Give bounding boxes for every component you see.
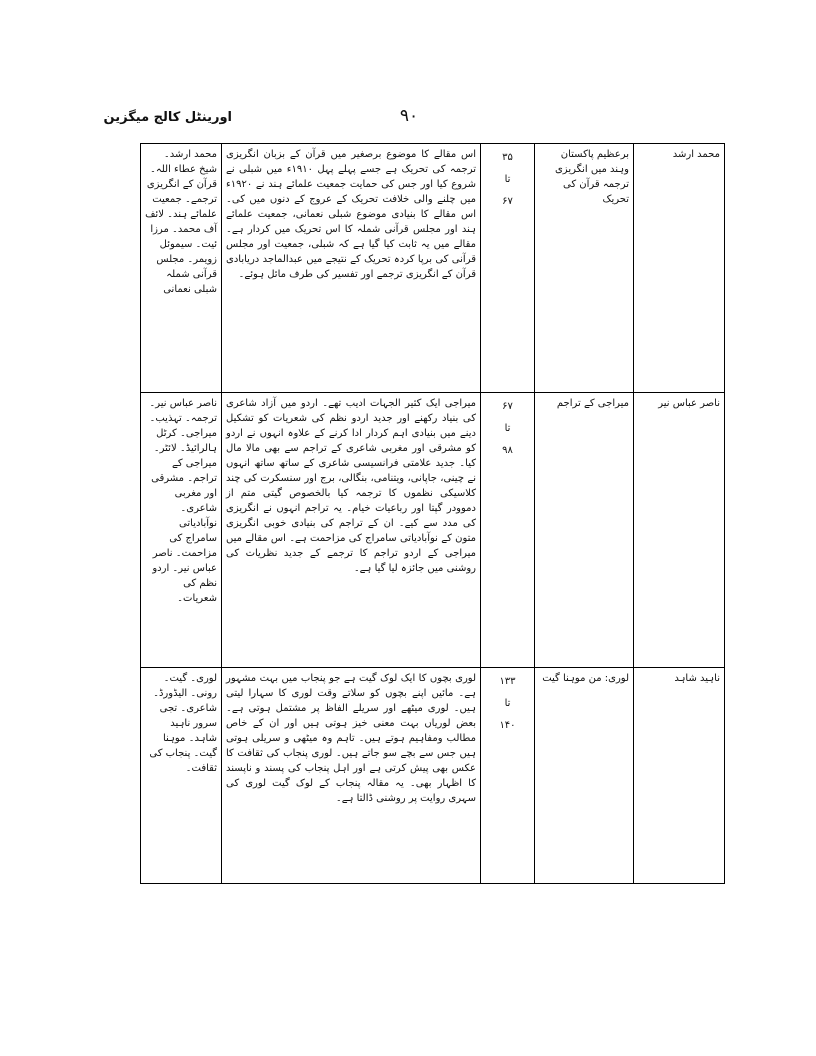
title-cell: برعظیم پاکستان وہند میں انگریزی ترجمہ قرآن کی تحریک xyxy=(535,144,634,393)
title-cell: میراجی کے تراجم xyxy=(535,393,634,668)
keywords-cell: محمد ارشد۔ شیخ عطاء اللہ۔ قرآن کے انگریزی ترجمے۔ جمعیت علمائے ہند۔ لائف آف محمد۔ مرزا ئیت۔ سیموئل زویمر۔ مجلس قرآنی شملہ شبلی نعمانی xyxy=(141,144,222,393)
keywords-cell: لوری۔ گیت۔ رونی۔ الیڈورڈ۔ شاعری۔ تجی سرور ناہید شاہد۔ موہنا گیت۔ پنجاب کی ثقافت۔ xyxy=(141,668,222,884)
abstract-cell: اس مقالے کا موضوع برصغیر میں قرآن کے بزبان انگریزی ترجمہ کی تحریک ہے جسے پہلے پہل ۱۹۱۰ء میں شبلی نے شروع کیا اور جس کی حمایت جمعیت علمائے ہند نے ۱۹۲۰ء میں چلنے والی خلافت تحریک کے عروج کے دنوں میں کی۔ اس مقالے کا بنیادی موضوع شبلی نعمانی، جمعیت علمائے ہند اور مجلس قرآنی شملہ کا اس تحریک میں کردار ہے۔ مقالے میں یہ ثابت کیا گیا ہے کہ شبلی، جمعیت اور مجلس قرآنی کی برپا کردہ تحریک کے نتیجے میں عبدالماجد دریابادی قرآن کے انگریزی ترجمے اور تفسیر کی طرف مائل ہوئے۔ xyxy=(222,144,481,393)
abstract-cell: لوری بچوں کا ایک لوک گیت ہے جو پنجاب میں بہت مشہور ہے۔ مائیں اپنے بچوں کو سلاتے وقت لوری کا سہارا لیتی ہیں۔ لوری میٹھے اور سریلے الفاظ پر مشتمل ہوتی ہے۔ بعض لوریاں بہت معنی خیز ہوتی ہیں اور ان کے خاص مطالب ومفاہیم ہوتے ہیں۔ تاہم وہ میٹھی و سریلی ہوتی ہیں جس سے بچے سو جاتے ہیں۔ لوری پنجاب کی ثقافت کا عکس بھی پیش کرتی ہے اور اہل پنجاب کی پسند و ناپسند کا اظہار بھی۔ یہ مقالہ پنجاب کے لوک گیت لوری کی سہری روایت پر روشنی ڈالتا ہے۔ xyxy=(222,668,481,884)
journal-title: اورینٹل کالج میگزین xyxy=(103,110,232,125)
page-from: ۶۷ xyxy=(502,401,513,412)
page-from: ۱۳۳ xyxy=(499,676,516,687)
title-cell: لوری: من موہنا گیت xyxy=(535,668,634,884)
keywords-cell: ناصر عباس نیر۔ ترجمہ۔ تہذیب۔ میراجی۔ کرٹل ہالرائیڈ۔ لائٹر۔ میراجی کے تراجم۔ مشرقی اور مغربی شاعری۔ نوآبادیاتی سامراج کی مزاحمت۔ ناصر عباس نیر۔ اردو نظم کی شعریات۔ xyxy=(141,393,222,668)
page-to: ۱۴۰ xyxy=(499,720,516,731)
articles-table xyxy=(140,143,725,884)
page-from: ۳۵ xyxy=(502,152,513,163)
table-row xyxy=(141,668,725,884)
table-row xyxy=(141,144,725,393)
table-row xyxy=(141,393,725,668)
pages-cell xyxy=(481,144,535,393)
abstract-cell: میراجی ایک کثیر الجہات ادیب تھے۔ اردو میں آزاد شاعری کی بنیاد رکھنے اور جدید اردو نظم کی شعریات کو تشکیل دینے میں بنیادی اہم کردار ادا کرنے کے علاوہ انہوں نے اردو کو مشرقی اور مغربی شاعری کے تراجم سے بھی مالا مال کیا۔ جدید علامتی فرانسیسی شاعری کے ساتھ ساتھ انہوں نے چینی، جاپانی، ویتنامی، بنگالی، برج اور سنسکرت کی چند کلاسیکی نظموں کا ترجمہ کیا بالخصوص گیتی متم از دموودر گپتا اور رباعیات خیام۔ یہ تراجم انہوں نے انگریزی کی مدد سے کیے۔ ان کے تراجم کی بنیادی خوبی انگریزی متون کے نوآبادیاتی سامراج کی مزاحمت ہے۔ اس مقالے میں میراجی کے اردو تراجم کا ترجمے کے جدید نظریات کی روشنی میں جائزہ لیا گیا ہے۔ xyxy=(222,393,481,668)
author-cell: ناصر عباس نیر xyxy=(634,393,725,668)
page-range-separator: تا xyxy=(504,174,511,185)
page-number: ۹۰ xyxy=(399,106,419,126)
page-to: ۹۸ xyxy=(502,445,513,456)
page-range-separator: تا xyxy=(504,423,511,434)
author-cell: محمد ارشد xyxy=(634,144,725,393)
page-range-separator: تا xyxy=(504,698,511,709)
author-cell: ناہید شاہد xyxy=(634,668,725,884)
pages-cell xyxy=(481,393,535,668)
page-to: ۶۷ xyxy=(502,196,513,207)
pages-cell xyxy=(481,668,535,884)
